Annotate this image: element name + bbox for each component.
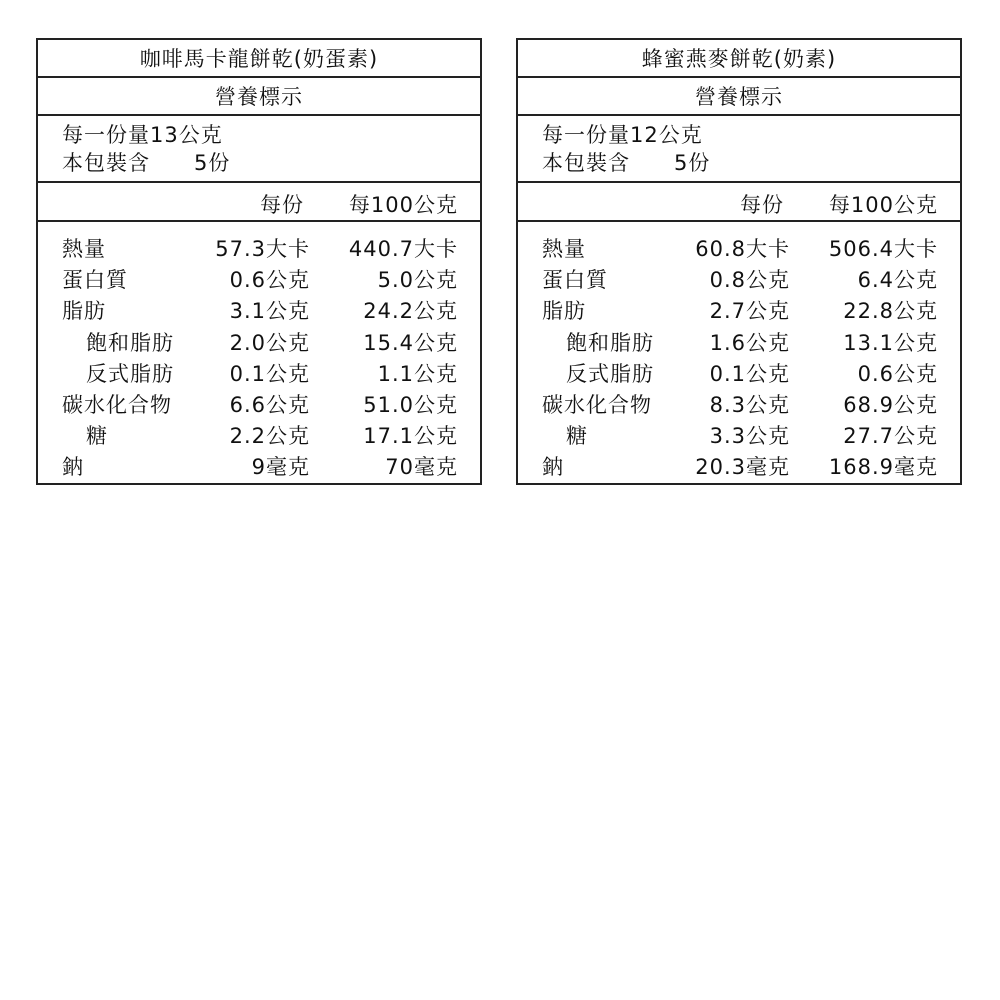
- per-100g-value: 506.4大卡: [828, 237, 938, 261]
- nutrient-name: 脂肪: [542, 299, 586, 324]
- serving-size: 每一份量12公克: [542, 123, 703, 147]
- per-serving-value: 2.2公克: [229, 424, 310, 449]
- nutrient-list: [518, 222, 960, 483]
- servings-label: 本包裝含: [62, 151, 150, 175]
- per-serving-value: 8.3公克: [709, 392, 790, 417]
- nutrient-row: [38, 327, 480, 358]
- nutrient-row: [38, 295, 480, 326]
- servings-value: 5份: [194, 151, 231, 175]
- nutrient-row: [518, 295, 960, 326]
- per-serving-value: 1.6公克: [709, 330, 790, 355]
- nutrient-row: [38, 420, 480, 451]
- servings-label: 本包裝含: [542, 151, 630, 175]
- nutrition-heading: 營養標示: [38, 78, 480, 116]
- per-100g-value: 168.9毫克: [828, 455, 938, 480]
- nutrient-row: [518, 451, 960, 482]
- nutrient-row: [518, 233, 960, 264]
- nutrient-name: 鈉: [542, 455, 564, 480]
- per-100g-value: 1.1公克: [377, 361, 458, 386]
- per-100g-value: 440.7大卡: [348, 237, 458, 261]
- nutrient-name: 蛋白質: [542, 268, 608, 293]
- per-serving-value: 3.3公克: [709, 424, 790, 449]
- per-serving-value: 0.1公克: [709, 361, 790, 386]
- nutrient-row: [38, 389, 480, 420]
- nutrient-list: [38, 222, 480, 483]
- nutrient-name: 反式脂肪: [86, 361, 174, 386]
- nutrient-name: 熱量: [62, 237, 106, 261]
- per-serving-value: 57.3大卡: [215, 237, 310, 261]
- column-headers: [38, 183, 480, 222]
- col-per-100g: 每100公克: [828, 193, 938, 217]
- nutrient-name: 糖: [86, 424, 108, 449]
- per-100g-value: 13.1公克: [843, 330, 938, 355]
- per-serving-value: 0.6公克: [229, 268, 310, 293]
- nutrient-row: [38, 358, 480, 389]
- per-serving-value: 3.1公克: [229, 299, 310, 324]
- nutrient-row: [38, 451, 480, 482]
- nutrient-row: [518, 264, 960, 295]
- nutrient-name: 脂肪: [62, 299, 106, 324]
- nutrient-name: 飽和脂肪: [86, 330, 174, 355]
- col-per-serving: 每份: [740, 193, 784, 217]
- nutrient-name: 碳水化合物: [542, 392, 652, 417]
- nutrient-name: 熱量: [542, 237, 586, 261]
- product-name: 咖啡馬卡龍餅乾(奶蛋素): [38, 40, 480, 78]
- per-100g-value: 0.6公克: [857, 361, 938, 386]
- nutrient-name: 碳水化合物: [62, 392, 172, 417]
- per-100g-value: 6.4公克: [857, 268, 938, 293]
- serving-size: 每一份量13公克: [62, 123, 223, 147]
- per-serving-value: 20.3毫克: [695, 455, 790, 480]
- servings-value: 5份: [674, 151, 711, 175]
- nutrient-row: [38, 233, 480, 264]
- nutrient-row: [518, 389, 960, 420]
- per-100g-value: 22.8公克: [843, 299, 938, 324]
- nutrition-label-coffee-macaron: [36, 38, 482, 485]
- product-name: 蜂蜜燕麥餅乾(奶素): [518, 40, 960, 78]
- per-100g-value: 5.0公克: [377, 268, 458, 293]
- nutrient-row: [518, 420, 960, 451]
- per-serving-value: 0.1公克: [229, 361, 310, 386]
- per-100g-value: 51.0公克: [363, 392, 458, 417]
- nutrient-name: 糖: [566, 424, 588, 449]
- per-serving-value: 60.8大卡: [695, 237, 790, 261]
- serving-info: [518, 116, 960, 183]
- per-100g-value: 68.9公克: [843, 392, 938, 417]
- per-100g-value: 15.4公克: [363, 330, 458, 355]
- col-per-100g: 每100公克: [348, 193, 458, 217]
- per-serving-value: 2.7公克: [709, 299, 790, 324]
- per-serving-value: 2.0公克: [229, 330, 310, 355]
- serving-info: [38, 116, 480, 183]
- per-serving-value: 6.6公克: [229, 392, 310, 417]
- per-100g-value: 24.2公克: [363, 299, 458, 324]
- nutrient-row: [518, 327, 960, 358]
- col-per-serving: 每份: [260, 193, 304, 217]
- nutrient-name: 蛋白質: [62, 268, 128, 293]
- nutrient-row: [38, 264, 480, 295]
- column-headers: [518, 183, 960, 222]
- per-serving-value: 9毫克: [251, 455, 310, 480]
- nutrient-name: 飽和脂肪: [566, 330, 654, 355]
- per-100g-value: 27.7公克: [843, 424, 938, 449]
- nutrient-row: [518, 358, 960, 389]
- nutrient-name: 反式脂肪: [566, 361, 654, 386]
- per-100g-value: 70毫克: [385, 455, 458, 480]
- nutrient-name: 鈉: [62, 455, 84, 480]
- nutrition-heading: 營養標示: [518, 78, 960, 116]
- nutrition-label-honey-oat: [516, 38, 962, 485]
- per-serving-value: 0.8公克: [709, 268, 790, 293]
- per-100g-value: 17.1公克: [363, 424, 458, 449]
